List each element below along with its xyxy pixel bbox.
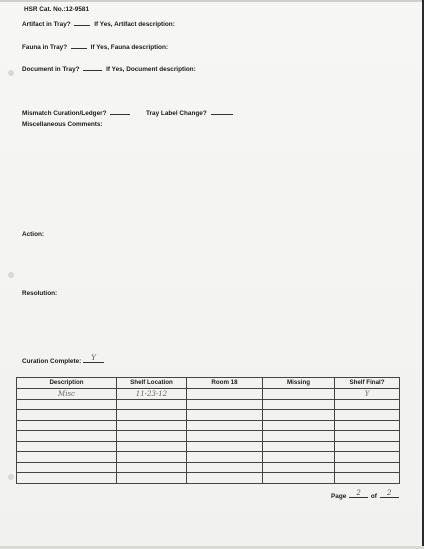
catalog-number [24, 7, 89, 13]
cell-room-18[interactable] [187, 399, 263, 410]
tray-label-answer-blank[interactable] [211, 108, 233, 115]
cell-missing[interactable] [263, 431, 335, 442]
cell-shelf-final[interactable] [335, 420, 400, 431]
cell-shelf-final[interactable] [335, 473, 400, 484]
table-row [17, 410, 400, 421]
page-number-blank[interactable] [349, 488, 368, 498]
cell-shelf-final[interactable] [335, 431, 400, 442]
fauna-question: Fauna in Tray? [22, 44, 68, 51]
cell-shelf-final[interactable] [335, 399, 400, 410]
cell-room-18[interactable] [187, 441, 263, 452]
cell-description[interactable] [17, 473, 117, 484]
resolution-label: Resolution: [22, 290, 58, 297]
table-row [17, 431, 400, 442]
curation-complete-row [22, 353, 106, 365]
cell-description[interactable] [17, 410, 117, 421]
table-row [17, 452, 400, 463]
cell-shelf-final[interactable] [335, 462, 400, 473]
cell-shelf-location[interactable] [117, 399, 187, 410]
table-row [17, 441, 400, 452]
cell-description[interactable] [17, 399, 117, 410]
cell-description[interactable] [17, 431, 117, 442]
cell-shelf-final[interactable] [335, 452, 400, 463]
page-total-blank[interactable] [380, 488, 399, 498]
cell-room-18[interactable] [187, 473, 263, 484]
page-top-edge [0, 0, 424, 2]
cell-description[interactable] [17, 452, 117, 463]
artifact-description-label: If Yes, Artifact description: [94, 21, 175, 28]
mismatch-row [22, 108, 132, 117]
column-header-room-18: Room 18 [187, 378, 263, 389]
cell-missing[interactable] [263, 399, 335, 410]
table-row [17, 399, 400, 410]
cell-room-18[interactable] [187, 420, 263, 431]
cell-shelf-final[interactable]: Y [335, 389, 400, 400]
fauna-description-label: If Yes, Fauna description: [90, 44, 168, 51]
fauna-row [22, 42, 168, 51]
cell-shelf-location[interactable] [117, 420, 187, 431]
document-description-label: If Yes, Document description: [106, 66, 196, 73]
column-header-description: Description [17, 378, 117, 389]
column-header-shelf-location: Shelf Location [117, 378, 187, 389]
curation-complete-label: Curation Complete: [22, 358, 82, 365]
cell-room-18[interactable] [187, 452, 263, 463]
action-label: Action: [22, 231, 45, 238]
cell-shelf-location[interactable] [117, 452, 187, 463]
cell-shelf-location[interactable] [117, 431, 187, 442]
mismatch-answer-blank[interactable] [110, 108, 130, 115]
cell-shelf-location[interactable] [117, 473, 187, 484]
document-row [22, 64, 196, 73]
cell-missing[interactable] [263, 389, 335, 400]
misc-comments-label: Miscellaneous Comments: [22, 121, 103, 128]
cell-description[interactable] [17, 420, 117, 431]
page-counter [331, 488, 400, 500]
punch-hole [8, 272, 14, 278]
document-answer-blank[interactable] [83, 64, 102, 71]
cell-missing[interactable] [263, 462, 335, 473]
cell-shelf-final[interactable] [335, 441, 400, 452]
cell-shelf-location[interactable] [117, 462, 187, 473]
punch-hole [8, 474, 14, 480]
cell-room-18[interactable] [187, 462, 263, 473]
page-label: Page [331, 493, 347, 500]
page-number-value: 2 [356, 488, 361, 497]
table-body [17, 389, 400, 484]
cell-room-18[interactable] [187, 431, 263, 442]
cell-missing[interactable] [263, 410, 335, 421]
table-header-row [17, 378, 400, 389]
table-row [17, 420, 400, 431]
fauna-answer-blank[interactable] [71, 42, 87, 49]
table-row [17, 473, 400, 484]
table-row [17, 462, 400, 473]
cell-missing[interactable] [263, 441, 335, 452]
cell-shelf-location[interactable] [117, 441, 187, 452]
of-label: of [370, 493, 377, 500]
artifact-question: Artifact in Tray? [22, 21, 71, 28]
cell-description[interactable] [17, 462, 117, 473]
catalog-value: 12-9581 [65, 6, 90, 13]
table-row [17, 389, 400, 400]
catalog-label: HSR Cat. No.: [24, 6, 66, 13]
cell-shelf-final[interactable] [335, 410, 400, 421]
column-header-missing: Missing [263, 378, 335, 389]
cell-shelf-location[interactable] [117, 410, 187, 421]
tray-label-row [146, 108, 235, 117]
cell-room-18[interactable] [187, 410, 263, 421]
artifact-answer-blank[interactable] [74, 19, 90, 26]
cell-missing[interactable] [263, 452, 335, 463]
curation-complete-blank[interactable] [83, 353, 104, 363]
cell-missing[interactable] [263, 473, 335, 484]
mismatch-question: Mismatch Curation/Ledger? [22, 110, 107, 117]
page-total-value: 2 [386, 488, 392, 497]
curation-complete-value: Y [91, 353, 96, 362]
shelf-log-table [16, 377, 400, 484]
column-header-shelf-final: Shelf Final? [335, 378, 400, 389]
cell-room-18[interactable] [187, 389, 263, 400]
cell-description[interactable]: Misc [17, 389, 117, 400]
cell-description[interactable] [17, 441, 117, 452]
cell-missing[interactable] [263, 420, 335, 431]
tray-label-question: Tray Label Change? [146, 110, 207, 117]
punch-hole [8, 70, 14, 76]
artifact-row [22, 19, 175, 28]
document-question: Document in Tray? [22, 66, 80, 73]
cell-shelf-location[interactable]: 11-23-12 [117, 389, 187, 400]
